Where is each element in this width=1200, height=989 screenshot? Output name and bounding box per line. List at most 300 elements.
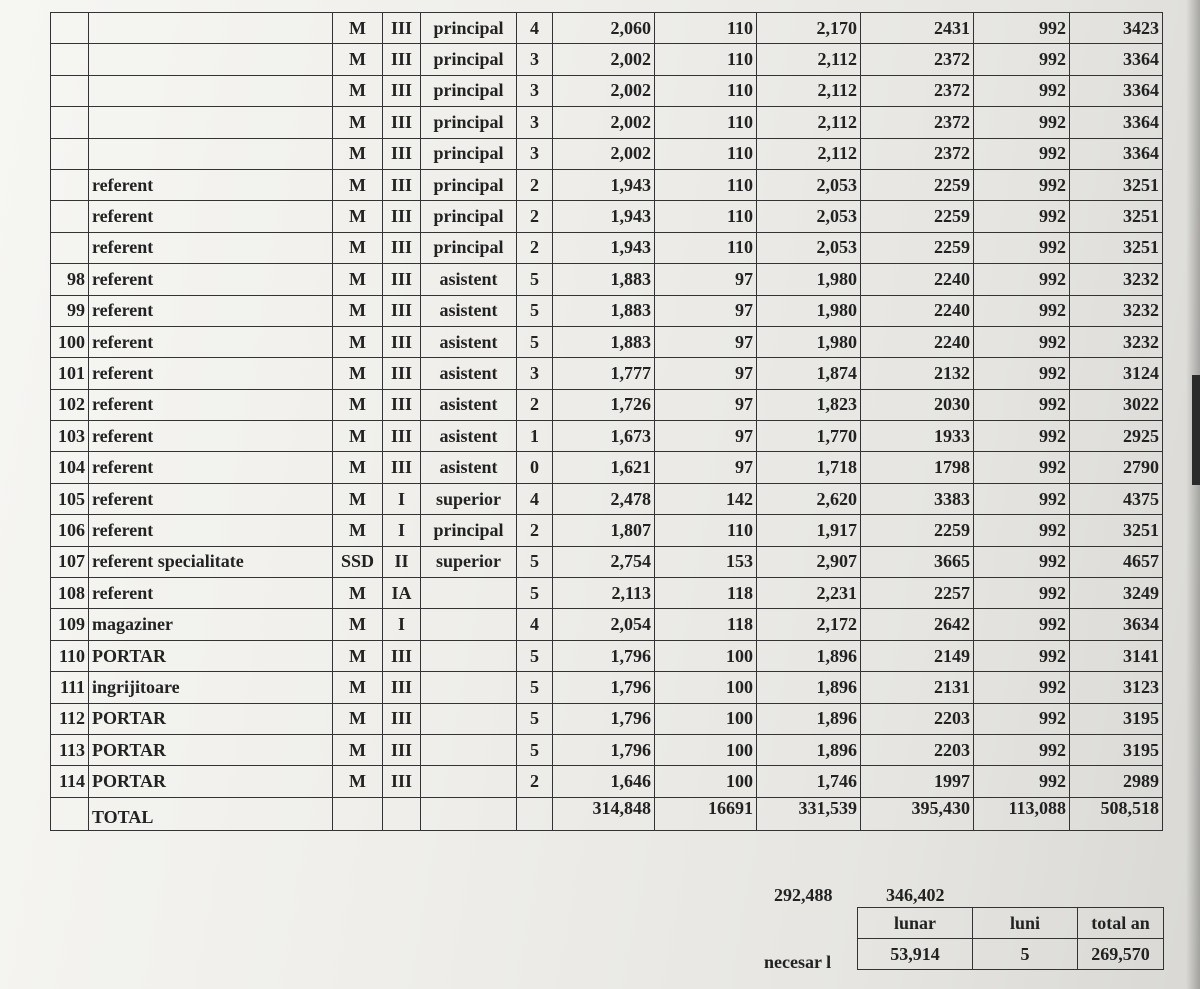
value2-cell: 992 bbox=[974, 389, 1070, 420]
value2-cell: 992 bbox=[974, 13, 1070, 44]
total-empty bbox=[383, 797, 421, 830]
salariu-baza-cell: 1,883 bbox=[553, 295, 655, 326]
grad-cell: III bbox=[383, 452, 421, 483]
summary-value-a: 292,488 bbox=[774, 885, 833, 905]
job-title: referent bbox=[89, 578, 333, 609]
total-cell: 1,770 bbox=[757, 421, 861, 452]
necesar-value-row bbox=[858, 939, 1164, 970]
treapta-cell: principal bbox=[421, 107, 517, 138]
table-row bbox=[51, 169, 1163, 200]
spor-cell: 97 bbox=[655, 295, 757, 326]
total-cell: 2,172 bbox=[757, 609, 861, 640]
spor-cell: 110 bbox=[655, 515, 757, 546]
total-v1: 395,430 bbox=[861, 797, 974, 830]
table-row bbox=[51, 107, 1163, 138]
treapta-cell: principal bbox=[421, 515, 517, 546]
studii-cell: M bbox=[333, 326, 383, 357]
table-row bbox=[51, 295, 1163, 326]
job-title: magaziner bbox=[89, 609, 333, 640]
job-title: referent bbox=[89, 389, 333, 420]
value1-cell: 2240 bbox=[861, 326, 974, 357]
salariu-baza-cell: 1,796 bbox=[553, 734, 655, 765]
value1-cell: 2372 bbox=[861, 107, 974, 138]
job-title: referent bbox=[89, 421, 333, 452]
studii-cell: M bbox=[333, 672, 383, 703]
studii-cell: M bbox=[333, 703, 383, 734]
studii-cell: M bbox=[333, 264, 383, 295]
treapta-cell: asistent bbox=[421, 295, 517, 326]
row-number bbox=[51, 232, 89, 263]
treapta-cell bbox=[421, 672, 517, 703]
value1-cell: 2131 bbox=[861, 672, 974, 703]
table-row bbox=[51, 326, 1163, 357]
value2-cell: 992 bbox=[974, 578, 1070, 609]
value1-cell: 2240 bbox=[861, 295, 974, 326]
salariu-baza-cell: 2,754 bbox=[553, 546, 655, 577]
total-cell: 1,917 bbox=[757, 515, 861, 546]
treapta-cell bbox=[421, 734, 517, 765]
value3-cell: 4657 bbox=[1070, 546, 1163, 577]
spor-cell: 118 bbox=[655, 609, 757, 640]
spor-cell: 97 bbox=[655, 421, 757, 452]
total-cell: 2,112 bbox=[757, 138, 861, 169]
studii-cell: M bbox=[333, 483, 383, 514]
total-cell: 2,112 bbox=[757, 44, 861, 75]
gradatie-cell: 3 bbox=[517, 358, 553, 389]
value1-cell: 2030 bbox=[861, 389, 974, 420]
summary-value-b: 346,402 bbox=[886, 885, 945, 905]
salariu-baza-cell: 1,796 bbox=[553, 672, 655, 703]
studii-cell: M bbox=[333, 169, 383, 200]
job-title: referent bbox=[89, 232, 333, 263]
studii-cell: M bbox=[333, 766, 383, 797]
value2-cell: 992 bbox=[974, 703, 1070, 734]
spor-cell: 110 bbox=[655, 44, 757, 75]
salariu-baza-cell: 2,054 bbox=[553, 609, 655, 640]
studii-cell: M bbox=[333, 107, 383, 138]
total-baza: 314,848 bbox=[553, 797, 655, 830]
value2-cell: 992 bbox=[974, 44, 1070, 75]
total-empty bbox=[421, 797, 517, 830]
grad-cell: III bbox=[383, 232, 421, 263]
salariu-baza-cell: 1,807 bbox=[553, 515, 655, 546]
total-empty bbox=[517, 797, 553, 830]
gradatie-cell: 3 bbox=[517, 44, 553, 75]
grad-cell: I bbox=[383, 609, 421, 640]
table-row bbox=[51, 389, 1163, 420]
value1-cell: 2259 bbox=[861, 232, 974, 263]
treapta-cell: asistent bbox=[421, 389, 517, 420]
gradatie-cell: 5 bbox=[517, 734, 553, 765]
value3-cell: 2989 bbox=[1070, 766, 1163, 797]
value2-cell: 992 bbox=[974, 421, 1070, 452]
necesar-label: necesar l bbox=[764, 952, 832, 972]
salariu-baza-cell: 1,796 bbox=[553, 703, 655, 734]
spor-cell: 100 bbox=[655, 640, 757, 671]
table-row bbox=[51, 483, 1163, 514]
gradatie-cell: 5 bbox=[517, 703, 553, 734]
treapta-cell: principal bbox=[421, 138, 517, 169]
studii-cell: M bbox=[333, 389, 383, 420]
treapta-cell: asistent bbox=[421, 452, 517, 483]
gradatie-cell: 5 bbox=[517, 578, 553, 609]
spor-cell: 100 bbox=[655, 672, 757, 703]
value2-cell: 992 bbox=[974, 609, 1070, 640]
value3-cell: 3251 bbox=[1070, 232, 1163, 263]
value3-cell: 3232 bbox=[1070, 326, 1163, 357]
studii-cell: M bbox=[333, 358, 383, 389]
total-cell: 2,053 bbox=[757, 201, 861, 232]
total-cell: 1,746 bbox=[757, 766, 861, 797]
grad-cell: III bbox=[383, 169, 421, 200]
spor-cell: 100 bbox=[655, 766, 757, 797]
table-row bbox=[51, 578, 1163, 609]
value2-cell: 992 bbox=[974, 169, 1070, 200]
salariu-baza-cell: 2,113 bbox=[553, 578, 655, 609]
table-row bbox=[51, 452, 1163, 483]
treapta-cell: principal bbox=[421, 13, 517, 44]
grad-cell: III bbox=[383, 264, 421, 295]
spor-cell: 110 bbox=[655, 138, 757, 169]
value3-cell: 3364 bbox=[1070, 44, 1163, 75]
salariu-baza-cell: 1,883 bbox=[553, 326, 655, 357]
grad-cell: III bbox=[383, 75, 421, 106]
job-title: referent specialitate bbox=[89, 546, 333, 577]
spor-cell: 110 bbox=[655, 169, 757, 200]
spor-cell: 100 bbox=[655, 703, 757, 734]
value1-cell: 2203 bbox=[861, 734, 974, 765]
table-row bbox=[51, 138, 1163, 169]
treapta-cell: principal bbox=[421, 44, 517, 75]
grad-cell: III bbox=[383, 44, 421, 75]
spor-cell: 118 bbox=[655, 578, 757, 609]
job-title: referent bbox=[89, 515, 333, 546]
grad-cell: I bbox=[383, 483, 421, 514]
grad-cell: III bbox=[383, 672, 421, 703]
studii-cell: M bbox=[333, 734, 383, 765]
total-cell: 1,980 bbox=[757, 295, 861, 326]
salary-table bbox=[50, 12, 1163, 831]
grad-cell: III bbox=[383, 201, 421, 232]
row-number bbox=[51, 75, 89, 106]
spor-cell: 97 bbox=[655, 452, 757, 483]
value3-cell: 4375 bbox=[1070, 483, 1163, 514]
grad-cell: III bbox=[383, 295, 421, 326]
value3-cell: 3251 bbox=[1070, 169, 1163, 200]
value1-cell: 1933 bbox=[861, 421, 974, 452]
job-title: PORTAR bbox=[89, 640, 333, 671]
total-empty bbox=[333, 797, 383, 830]
total-cell: 1,896 bbox=[757, 703, 861, 734]
grad-cell: IA bbox=[383, 578, 421, 609]
job-title: referent bbox=[89, 358, 333, 389]
value3-cell: 3141 bbox=[1070, 640, 1163, 671]
grad-cell: I bbox=[383, 515, 421, 546]
gradatie-cell: 3 bbox=[517, 138, 553, 169]
necesar-total-an: 269,570 bbox=[1078, 939, 1164, 970]
treapta-cell bbox=[421, 578, 517, 609]
value2-cell: 992 bbox=[974, 766, 1070, 797]
table-row bbox=[51, 672, 1163, 703]
row-number: 103 bbox=[51, 421, 89, 452]
gradatie-cell: 4 bbox=[517, 13, 553, 44]
header-luni: luni bbox=[973, 908, 1078, 939]
spor-cell: 110 bbox=[655, 107, 757, 138]
salariu-baza-cell: 2,002 bbox=[553, 75, 655, 106]
row-number: 106 bbox=[51, 515, 89, 546]
gradatie-cell: 4 bbox=[517, 609, 553, 640]
background-object bbox=[1192, 375, 1200, 485]
total-cell: 1,823 bbox=[757, 389, 861, 420]
treapta-cell: principal bbox=[421, 75, 517, 106]
table-row bbox=[51, 515, 1163, 546]
salariu-baza-cell: 1,777 bbox=[553, 358, 655, 389]
gradatie-cell: 2 bbox=[517, 515, 553, 546]
total-cell: 1,896 bbox=[757, 640, 861, 671]
value2-cell: 992 bbox=[974, 232, 1070, 263]
grad-cell: III bbox=[383, 640, 421, 671]
row-number: 114 bbox=[51, 766, 89, 797]
value1-cell: 2372 bbox=[861, 75, 974, 106]
table-row bbox=[51, 44, 1163, 75]
grad-cell: III bbox=[383, 734, 421, 765]
gradatie-cell: 2 bbox=[517, 389, 553, 420]
value3-cell: 3423 bbox=[1070, 13, 1163, 44]
total-cell: 2,231 bbox=[757, 578, 861, 609]
grad-cell: III bbox=[383, 703, 421, 734]
grad-cell: II bbox=[383, 546, 421, 577]
gradatie-cell: 0 bbox=[517, 452, 553, 483]
total-cell: 1,896 bbox=[757, 734, 861, 765]
grad-cell: III bbox=[383, 421, 421, 452]
table-row bbox=[51, 609, 1163, 640]
value1-cell: 2259 bbox=[861, 201, 974, 232]
value2-cell: 992 bbox=[974, 75, 1070, 106]
grad-cell: III bbox=[383, 107, 421, 138]
total-v2: 113,088 bbox=[974, 797, 1070, 830]
studii-cell: M bbox=[333, 201, 383, 232]
value1-cell: 3383 bbox=[861, 483, 974, 514]
salariu-baza-cell: 2,478 bbox=[553, 483, 655, 514]
row-number: 102 bbox=[51, 389, 89, 420]
row-number: 109 bbox=[51, 609, 89, 640]
treapta-cell: superior bbox=[421, 546, 517, 577]
value1-cell: 2642 bbox=[861, 609, 974, 640]
studii-cell: M bbox=[333, 609, 383, 640]
total-cell: 2,907 bbox=[757, 546, 861, 577]
studii-cell: M bbox=[333, 232, 383, 263]
gradatie-cell: 2 bbox=[517, 169, 553, 200]
value2-cell: 992 bbox=[974, 201, 1070, 232]
spor-cell: 100 bbox=[655, 734, 757, 765]
total-cell: 2,053 bbox=[757, 232, 861, 263]
salariu-baza-cell: 1,883 bbox=[553, 264, 655, 295]
value3-cell: 2790 bbox=[1070, 452, 1163, 483]
value3-cell: 3251 bbox=[1070, 201, 1163, 232]
salariu-baza-cell: 1,673 bbox=[553, 421, 655, 452]
value3-cell: 3232 bbox=[1070, 295, 1163, 326]
gradatie-cell: 2 bbox=[517, 201, 553, 232]
treapta-cell bbox=[421, 703, 517, 734]
salariu-baza-cell: 1,646 bbox=[553, 766, 655, 797]
value3-cell: 3364 bbox=[1070, 107, 1163, 138]
job-title: referent bbox=[89, 201, 333, 232]
table-row bbox=[51, 75, 1163, 106]
total-label: TOTAL bbox=[89, 797, 333, 830]
gradatie-cell: 1 bbox=[517, 421, 553, 452]
salariu-baza-cell: 1,796 bbox=[553, 640, 655, 671]
treapta-cell: superior bbox=[421, 483, 517, 514]
value2-cell: 992 bbox=[974, 107, 1070, 138]
grad-cell: III bbox=[383, 326, 421, 357]
spor-cell: 142 bbox=[655, 483, 757, 514]
table-row bbox=[51, 766, 1163, 797]
studii-cell: M bbox=[333, 452, 383, 483]
salariu-baza-cell: 1,943 bbox=[553, 201, 655, 232]
gradatie-cell: 4 bbox=[517, 483, 553, 514]
value1-cell: 2372 bbox=[861, 44, 974, 75]
job-title: referent bbox=[89, 295, 333, 326]
value3-cell: 2925 bbox=[1070, 421, 1163, 452]
spor-cell: 110 bbox=[655, 201, 757, 232]
grad-cell: III bbox=[383, 138, 421, 169]
total-spor: 16691 bbox=[655, 797, 757, 830]
spor-cell: 110 bbox=[655, 232, 757, 263]
salariu-baza-cell: 2,002 bbox=[553, 44, 655, 75]
job-title bbox=[89, 75, 333, 106]
row-number: 100 bbox=[51, 326, 89, 357]
value3-cell: 3364 bbox=[1070, 75, 1163, 106]
value1-cell: 2149 bbox=[861, 640, 974, 671]
value3-cell: 3022 bbox=[1070, 389, 1163, 420]
value1-cell: 2372 bbox=[861, 138, 974, 169]
treapta-cell bbox=[421, 766, 517, 797]
page-edge-shadow bbox=[1186, 0, 1200, 989]
value3-cell: 3364 bbox=[1070, 138, 1163, 169]
value1-cell: 2240 bbox=[861, 264, 974, 295]
treapta-cell: asistent bbox=[421, 326, 517, 357]
value1-cell: 2259 bbox=[861, 515, 974, 546]
salariu-baza-cell: 2,002 bbox=[553, 107, 655, 138]
studii-cell: M bbox=[333, 578, 383, 609]
header-total-an: total an bbox=[1078, 908, 1164, 939]
studii-cell: M bbox=[333, 640, 383, 671]
total-cell: 2,170 bbox=[757, 13, 861, 44]
job-title bbox=[89, 13, 333, 44]
studii-cell: M bbox=[333, 421, 383, 452]
job-title: PORTAR bbox=[89, 734, 333, 765]
treapta-cell: principal bbox=[421, 201, 517, 232]
row-number bbox=[51, 169, 89, 200]
value2-cell: 992 bbox=[974, 138, 1070, 169]
row-number: 108 bbox=[51, 578, 89, 609]
salariu-baza-cell: 1,726 bbox=[553, 389, 655, 420]
row-number: 101 bbox=[51, 358, 89, 389]
job-title: ingrijitoare bbox=[89, 672, 333, 703]
treapta-cell: principal bbox=[421, 232, 517, 263]
value3-cell: 3195 bbox=[1070, 734, 1163, 765]
value2-cell: 992 bbox=[974, 734, 1070, 765]
total-nr bbox=[51, 797, 89, 830]
row-number: 111 bbox=[51, 672, 89, 703]
treapta-cell: asistent bbox=[421, 421, 517, 452]
gradatie-cell: 5 bbox=[517, 640, 553, 671]
value1-cell: 2257 bbox=[861, 578, 974, 609]
spor-cell: 97 bbox=[655, 389, 757, 420]
value1-cell: 2132 bbox=[861, 358, 974, 389]
total-cell: 1,980 bbox=[757, 264, 861, 295]
job-title: referent bbox=[89, 483, 333, 514]
gradatie-cell: 2 bbox=[517, 232, 553, 263]
gradatie-cell: 3 bbox=[517, 75, 553, 106]
treapta-cell: asistent bbox=[421, 358, 517, 389]
grad-cell: III bbox=[383, 389, 421, 420]
value3-cell: 3124 bbox=[1070, 358, 1163, 389]
spor-cell: 97 bbox=[655, 358, 757, 389]
value2-cell: 992 bbox=[974, 295, 1070, 326]
grad-cell: III bbox=[383, 13, 421, 44]
total-total: 331,539 bbox=[757, 797, 861, 830]
treapta-cell bbox=[421, 609, 517, 640]
gradatie-cell: 5 bbox=[517, 672, 553, 703]
row-number: 105 bbox=[51, 483, 89, 514]
salariu-baza-cell: 1,943 bbox=[553, 169, 655, 200]
job-title: referent bbox=[89, 169, 333, 200]
row-number bbox=[51, 138, 89, 169]
spor-cell: 110 bbox=[655, 75, 757, 106]
value3-cell: 3195 bbox=[1070, 703, 1163, 734]
studii-cell: M bbox=[333, 295, 383, 326]
table-row bbox=[51, 13, 1163, 44]
total-row bbox=[51, 797, 1163, 830]
total-cell: 2,112 bbox=[757, 75, 861, 106]
table-row bbox=[51, 358, 1163, 389]
studii-cell: M bbox=[333, 515, 383, 546]
row-number: 110 bbox=[51, 640, 89, 671]
row-number bbox=[51, 201, 89, 232]
value2-cell: 992 bbox=[974, 672, 1070, 703]
value1-cell: 3665 bbox=[861, 546, 974, 577]
value2-cell: 992 bbox=[974, 452, 1070, 483]
job-title: PORTAR bbox=[89, 703, 333, 734]
grad-cell: III bbox=[383, 358, 421, 389]
spor-cell: 97 bbox=[655, 326, 757, 357]
value1-cell: 1997 bbox=[861, 766, 974, 797]
row-number: 112 bbox=[51, 703, 89, 734]
table-row bbox=[51, 264, 1163, 295]
salariu-baza-cell: 1,621 bbox=[553, 452, 655, 483]
value3-cell: 3123 bbox=[1070, 672, 1163, 703]
value1-cell: 2203 bbox=[861, 703, 974, 734]
table-row bbox=[51, 421, 1163, 452]
grad-cell: III bbox=[383, 766, 421, 797]
job-title: referent bbox=[89, 326, 333, 357]
value2-cell: 992 bbox=[974, 264, 1070, 295]
value3-cell: 3634 bbox=[1070, 609, 1163, 640]
table-row bbox=[51, 232, 1163, 263]
total-cell: 2,053 bbox=[757, 169, 861, 200]
table-row bbox=[51, 546, 1163, 577]
row-number: 104 bbox=[51, 452, 89, 483]
job-title: PORTAR bbox=[89, 766, 333, 797]
value2-cell: 992 bbox=[974, 515, 1070, 546]
value2-cell: 992 bbox=[974, 483, 1070, 514]
studii-cell: M bbox=[333, 44, 383, 75]
salariu-baza-cell: 2,002 bbox=[553, 138, 655, 169]
studii-cell: M bbox=[333, 138, 383, 169]
studii-cell: SSD bbox=[333, 546, 383, 577]
treapta-cell: asistent bbox=[421, 264, 517, 295]
